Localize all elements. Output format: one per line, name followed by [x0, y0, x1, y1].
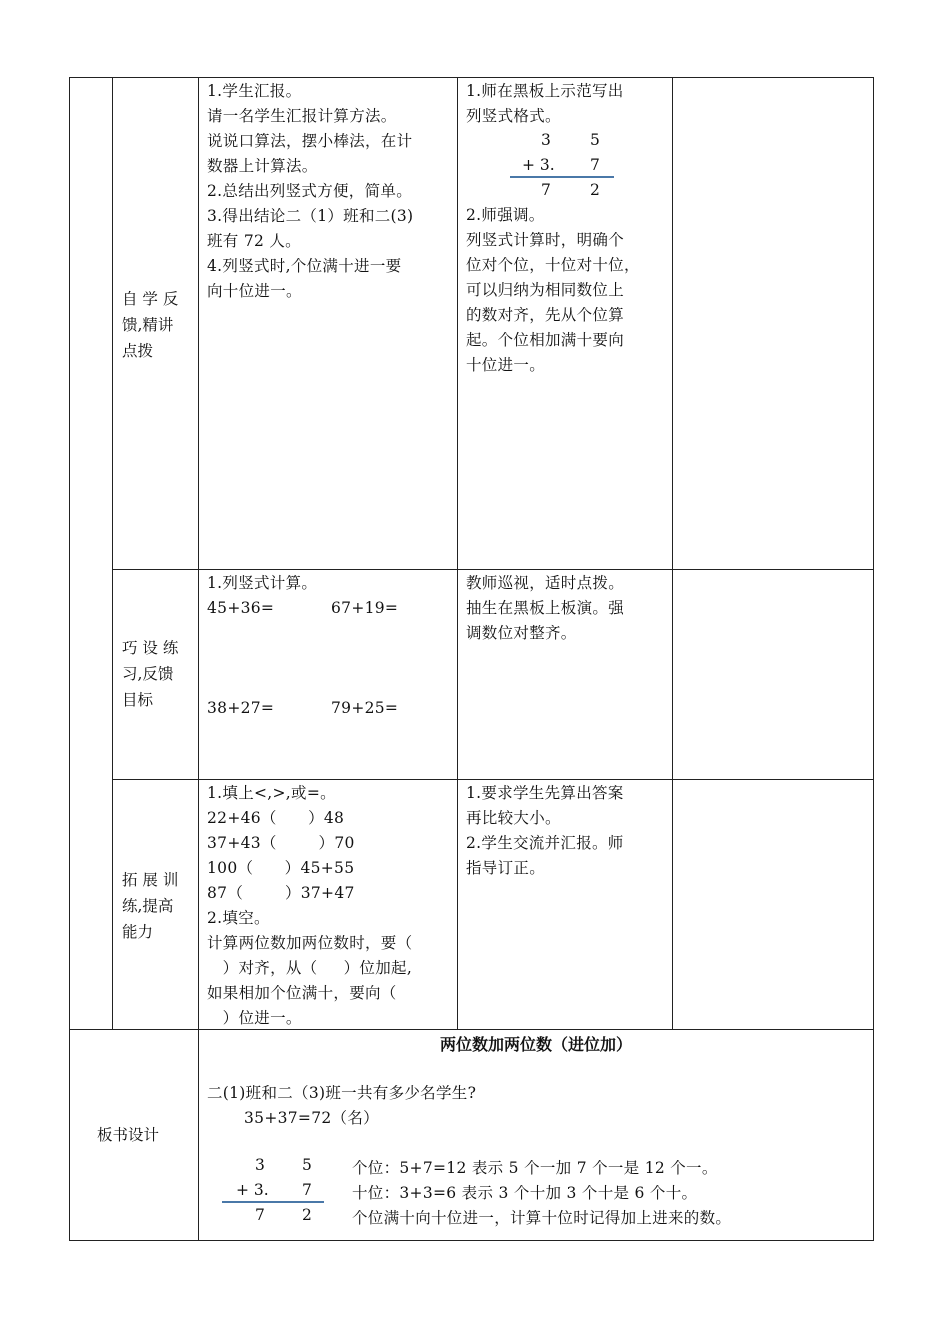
section-label-extension: [122, 867, 178, 945]
column-divider: [672, 77, 673, 1030]
student-activity-extension: [207, 781, 412, 1031]
section-label-feedback: [122, 286, 178, 364]
column-divider: [112, 77, 113, 1030]
text-line: 100（ ）45+55: [207, 859, 355, 877]
text-line: 列竖式格式。: [466, 107, 561, 125]
board-design-label: [97, 1122, 159, 1148]
digit: 5: [590, 131, 600, 149]
text-line: 如果相加个位满十，要向（: [207, 984, 397, 1002]
practice-problem: 67+19=: [331, 599, 399, 617]
digit: 7: [590, 156, 600, 174]
text-line: 1.填上<,>,或=。: [207, 784, 336, 802]
digit: + 3.: [236, 1181, 269, 1199]
label-line: 巧 设 练: [122, 639, 179, 657]
table-border-left: [69, 77, 70, 1241]
text-line: 2.学生交流并汇报。师: [466, 834, 624, 852]
text-line: 十位进一。: [466, 356, 546, 374]
text-line: 2.总结出列竖式方便，简单。: [207, 182, 412, 200]
label-line: 自 学 反: [122, 290, 179, 308]
text-line: 可以归纳为相同数位上: [466, 281, 625, 299]
label-line: 目标: [122, 691, 154, 709]
table-border-bottom: [69, 1240, 874, 1241]
text-line: 调数位对整齐。: [466, 624, 577, 642]
text-line: 说说口算法，摆小棒法，在计: [207, 132, 413, 150]
text-line: 37+43（ ）70: [207, 834, 355, 852]
text-line: 的数对齐，先从个位算: [466, 306, 625, 324]
board-question: 二(1)班和二（3)班一共有多少名学生?: [207, 1084, 477, 1102]
teacher-activity-feedback-top: [466, 79, 624, 129]
label-line: 习,反馈: [122, 665, 174, 683]
text-line: 再比较大小。: [466, 809, 561, 827]
board-note: 个位：5+7=12 表示 5 个一加 7 个一是 12 个一。: [352, 1159, 718, 1177]
digit: 7: [541, 181, 551, 199]
text-line: 起。个位相加满十要向: [466, 331, 625, 349]
row-divider: [69, 1029, 874, 1030]
column-divider: [457, 77, 458, 1030]
teacher-activity-feedback-bottom: [466, 203, 640, 378]
section-label-practice: [122, 635, 178, 713]
text-line: 位对个位，十位对十位，: [466, 256, 640, 274]
digit: 5: [302, 1156, 312, 1174]
practice-problem: 38+27=: [207, 699, 275, 717]
label-line: 馈,精讲: [122, 316, 174, 334]
text-line: 1.师在黑板上示范写出: [466, 82, 624, 100]
board-equation: 35+37=72（名）: [244, 1109, 379, 1127]
text-line: 1.学生汇报。: [207, 82, 302, 100]
table-border-right: [873, 77, 874, 1241]
text-line: 1.要求学生先算出答案: [466, 784, 624, 802]
text-line: 2.填空。: [207, 909, 270, 927]
text-line: ）位进一。: [207, 1009, 302, 1027]
text-line: 22+46（ ）48: [207, 809, 345, 827]
practice-problem: 45+36=: [207, 599, 275, 617]
board-note: 个位满十向十位进一，计算十位时记得加上进来的数。: [352, 1209, 732, 1227]
text-line: 教师巡视，适时点拨。: [466, 574, 625, 592]
text-line: 4.列竖式时,个位满十进一要: [207, 257, 402, 275]
sum-line: [222, 1201, 324, 1203]
digit: 7: [302, 1181, 312, 1199]
practice-title: [207, 571, 317, 596]
digit: 2: [590, 181, 600, 199]
text-line: 3.得出结论二（1）班和二(3): [207, 207, 414, 225]
text-line: 1.列竖式计算。: [207, 574, 318, 592]
digit: 2: [302, 1206, 312, 1224]
row-divider: [112, 779, 874, 780]
text-line: 列竖式计算时，明确个: [466, 231, 625, 249]
text-line: 数器上计算法。: [207, 157, 318, 175]
digit: + 3.: [522, 156, 555, 174]
teacher-activity-extension: [466, 781, 624, 881]
text-line: 计算两位数加两位数时，要（: [207, 934, 413, 952]
label-line: 点拨: [122, 342, 154, 360]
text-line: 请一名学生汇报计算方法。: [207, 107, 397, 125]
column-divider: [198, 77, 199, 1241]
row-divider: [112, 569, 874, 570]
digit: 3: [541, 131, 551, 149]
table-border-top: [69, 77, 874, 78]
text-line: ）对齐，从（ ）位加起,: [207, 959, 413, 977]
text-line: 2.师强调。: [466, 206, 545, 224]
text-line: 向十位进一。: [207, 282, 302, 300]
digit: 7: [255, 1206, 265, 1224]
text-line: 班有 72 人。: [207, 232, 301, 250]
board-note: 十位：3+3=6 表示 3 个十加 3 个十是 6 个十。: [352, 1184, 698, 1202]
board-title: 两位数加两位数（进位加）: [439, 1035, 632, 1054]
teacher-activity-practice: [466, 571, 624, 646]
text-line: 抽生在黑板上板演。强: [466, 599, 625, 617]
practice-problem: 79+25=: [331, 699, 399, 717]
label-line: 能力: [122, 923, 154, 941]
label-line: 练,提高: [122, 897, 174, 915]
label-line: 拓 展 训: [122, 871, 179, 889]
text-line: 指导订正。: [466, 859, 546, 877]
student-activity-feedback: [207, 79, 413, 304]
text-line: 87（ ）37+47: [207, 884, 355, 902]
sum-line: [510, 176, 614, 178]
digit: 3: [255, 1156, 265, 1174]
label-line: 板书设计: [97, 1126, 160, 1144]
